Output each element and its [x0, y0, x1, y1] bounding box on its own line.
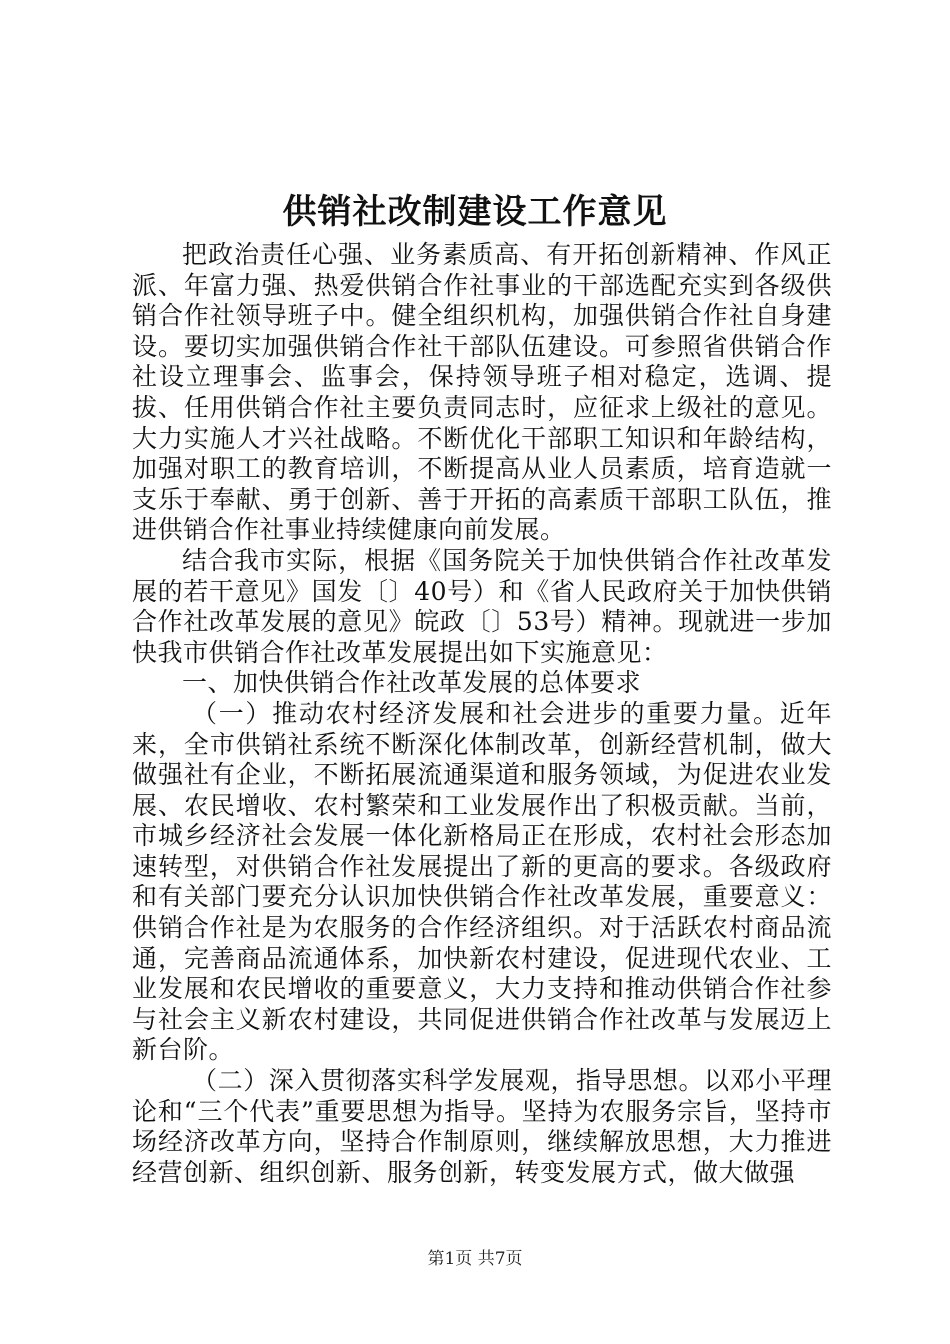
- paragraph-item-two: （二）深入贯彻落实科学发展观，指导思想。以邓小平理论和“三个代表”重要思想为指导。坚持为农服务宗旨，坚持市场经济改革方向，坚持合作制原则，继续解放思想，大力推进经营创新、组织创新、服务创新，转变发展方式，做大做强: [132, 1066, 832, 1187]
- paragraph-cadre-building: 把政治责任心强、业务素质高、有开拓创新精神、作风正派、年富力强、热爱供销合作社事业的干部选配充实到各级供销合作社领导班子中。健全组织机构，加强供销合作社自身建设。要切实加强供销合作社干部队伍建设。可参照省供销合作社设立理事会、监事会，保持领导班子相对稳定，选调、提拔、任用供销合作社主要负责同志时，应征求上级社的意见。大力实施人才兴社战略。不断优化干部职工知识和年龄结构，加强对职工的教育培训，不断提高从业人员素质，培育造就一支乐于奉献、勇于创新、善于开拓的高素质干部职工队伍，推进供销合作社事业持续健康向前发展。: [132, 240, 832, 545]
- page-number-footer: 第1页 共7页: [427, 1249, 523, 1269]
- page-title: 供销社改制建设工作意见: [282, 192, 668, 232]
- paragraph-item-one: （一）推动农村经济发展和社会进步的重要力量。近年来，全市供销社系统不断深化体制改革，创新经营机制，做大做强社有企业，不断拓展流通渠道和服务领域，为促进农业发展、农民增收、农村繁荣和工业发展作出了积极贡献。当前，市城乡经济社会发展一体化新格局正在形成，农村社会形态加速转型，对供销合作社发展提出了新的更高的要求。各级政府和有关部门要充分认识加快供销合作社改革发展，重要意义：供销合作社是为农服务的合作经济组织。对于活跃农村商品流通，完善商品流通体系，加快新农村建设，促进现代农业、工业发展和农民增收的重要意义，大力支持和推动供销合作社参与社会主义新农村建设，共同促进供销合作社改革与发展迈上新台阶。: [132, 698, 832, 1065]
- document-body: [132, 240, 832, 1188]
- paragraph-implementation-basis: 结合我市实际，根据《国务院关于加快供销合作社改革发展的若干意见》国发〔〕40号）和《省人民政府关于加快供销合作社改革发展的意见》皖政〔〕53号）精神。现就进一步加快我市供销合作社改革发展提出如下实施意见：: [132, 545, 832, 667]
- section-heading-general-requirements: 一、加快供销合作社改革发展的总体要求: [182, 668, 642, 698]
